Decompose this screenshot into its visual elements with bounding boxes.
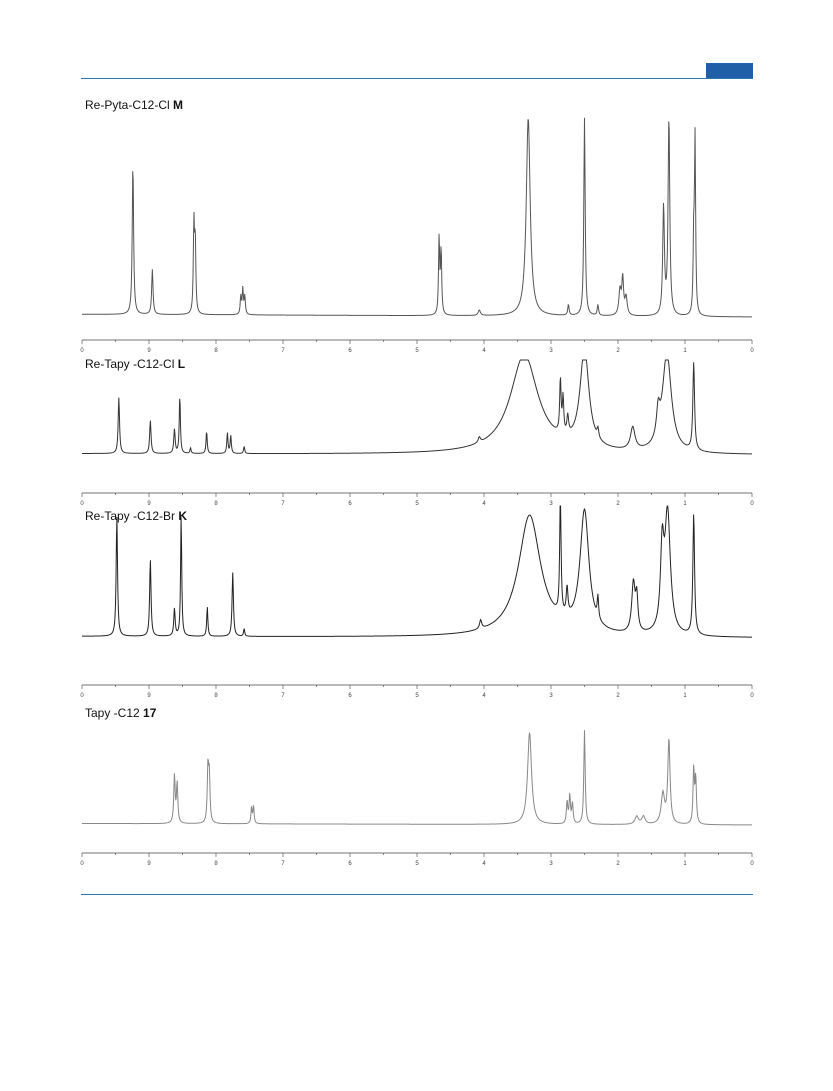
x-tick-label: 7 (281, 501, 285, 507)
x-tick-label: 9 (147, 693, 151, 699)
x-tick-label: 9 (147, 348, 151, 354)
panel-label-l-text: Re-Tapy -C12-Cl (85, 357, 175, 371)
x-tick-label: 5 (415, 693, 419, 699)
panel-label-m (85, 98, 183, 112)
x-tick-label: 7 (281, 861, 285, 867)
x-tick-label: 1 (683, 693, 687, 699)
x-tick-label: 2 (616, 861, 620, 867)
x-tick-label: 3 (549, 501, 553, 507)
panel-label-17 (85, 706, 156, 720)
x-tick-label: 6 (348, 861, 352, 867)
x-tick-label: 4 (482, 861, 486, 867)
x-tick-label: 2 (616, 693, 620, 699)
x-tick-label: 7 (281, 348, 285, 354)
spectrum-panel-0 (80, 118, 754, 354)
footer-rule (81, 894, 753, 895)
x-tick-label: 9 (147, 861, 151, 867)
x-tick-label: 6 (348, 693, 352, 699)
panel-label-17-bold: 17 (143, 706, 157, 720)
x-tick-label: 5 (415, 861, 419, 867)
panel-label-m-bold: M (173, 98, 184, 112)
x-tick-label: 3 (549, 693, 553, 699)
x-tick-label: 7 (281, 693, 285, 699)
section-tab (706, 63, 753, 78)
x-tick-label: 8 (214, 693, 218, 699)
x-tick-label: 5 (415, 348, 419, 354)
panel-label-17-text: Tapy -C12 (85, 706, 140, 720)
x-tick-label: 1 (683, 861, 687, 867)
spectrum-line (82, 730, 752, 825)
x-tick-label: 0 (750, 861, 754, 867)
x-tick-label: 8 (214, 348, 218, 354)
x-tick-label: 3 (549, 348, 553, 354)
spectrum-panel-3 (80, 730, 754, 867)
x-tick-label: 6 (348, 348, 352, 354)
x-tick-label: 4 (482, 348, 486, 354)
x-tick-label: 0 (80, 693, 84, 699)
spectrum-panel-1 (80, 359, 754, 507)
header-rule (81, 78, 753, 79)
spectra-svg (81, 88, 753, 888)
x-tick-label: 8 (214, 501, 218, 507)
x-tick-label: 9 (147, 501, 151, 507)
x-tick-label: 1 (683, 348, 687, 354)
x-tick-label: 0 (750, 501, 754, 507)
panel-label-m-text: Re-Pyta-C12-Cl (85, 98, 170, 112)
x-tick-label: 8 (214, 861, 218, 867)
spectrum-line (82, 360, 752, 454)
x-tick-label: 2 (616, 348, 620, 354)
x-tick-label: 4 (482, 693, 486, 699)
spectrum-panel-2 (80, 506, 754, 699)
panel-label-k-bold: K (178, 509, 188, 523)
panel-label-l (85, 357, 185, 371)
x-tick-label: 4 (482, 501, 486, 507)
x-tick-label: 0 (80, 501, 84, 507)
x-tick-label: 2 (616, 501, 620, 507)
spectrum-line (82, 118, 752, 317)
x-tick-label: 5 (415, 501, 419, 507)
x-tick-label: 6 (348, 501, 352, 507)
nmr-spectra-figure (81, 88, 753, 888)
spectrum-line (82, 506, 752, 637)
panel-label-k (85, 509, 187, 523)
x-tick-label: 0 (80, 348, 84, 354)
x-tick-label: 1 (683, 501, 687, 507)
x-tick-label: 3 (549, 861, 553, 867)
x-tick-label: 0 (750, 693, 754, 699)
panel-label-k-text: Re-Tapy -C12-Br (85, 509, 176, 523)
x-tick-label: 0 (750, 348, 754, 354)
panel-label-l-bold: L (177, 357, 186, 371)
x-tick-label: 0 (80, 861, 84, 867)
